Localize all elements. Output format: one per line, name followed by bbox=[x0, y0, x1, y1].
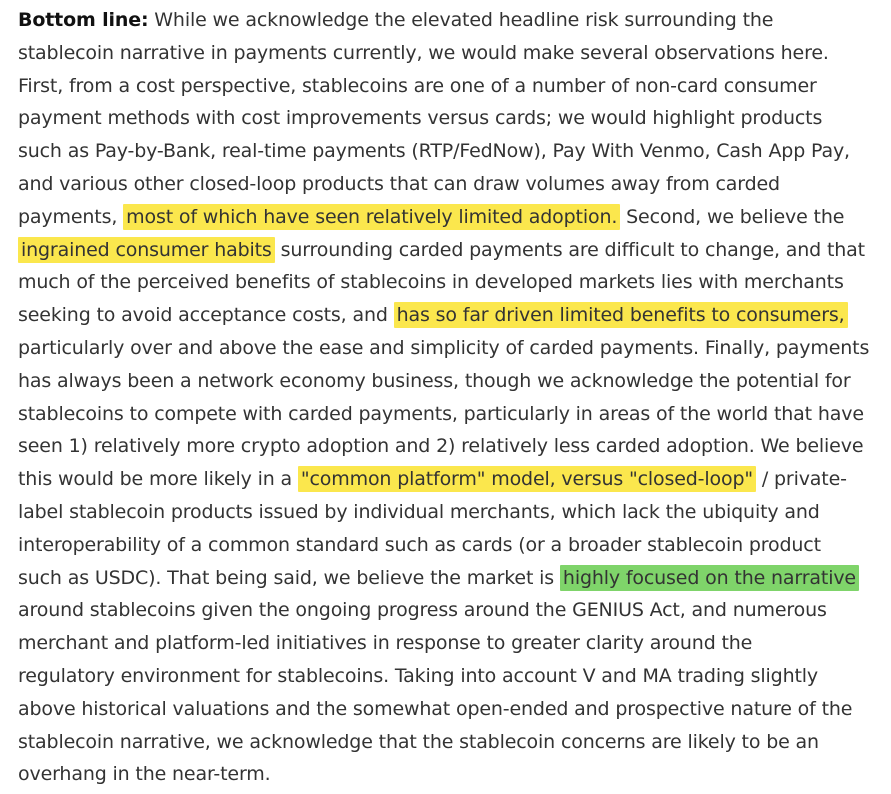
text-line: much of the perceived benefits of stablecoins in developed markets lies with merchants bbox=[18, 271, 844, 294]
text-line: has always been a network economy business, though we acknowledge the potential for bbox=[18, 369, 851, 392]
highlight-limited-adoption: most of which have seen relatively limited adoption. bbox=[123, 204, 620, 230]
text-line: payments, most of which have seen relatively limited adoption. Second, we believe the bbox=[18, 205, 845, 228]
text-line: ingrained consumer habits surrounding carded payments are difficult to change, and that bbox=[18, 234, 888, 267]
text-line: this would be more likely in a "common platform" model, versus "closed-loop" / private- bbox=[18, 468, 847, 491]
text-line: and various other closed-loop products that can draw volumes away from carded bbox=[18, 172, 780, 195]
highlight-consumer-habits: ingrained consumer habits bbox=[18, 237, 275, 263]
text-line: stablecoin narrative, we acknowledge that the stablecoin concerns are likely to be an bbox=[18, 730, 819, 753]
text-line: label stablecoin products issued by individual merchants, which lack the ubiquity and bbox=[18, 500, 820, 523]
text-line: such as Pay-by-Bank, real-time payments (RTP/FedNow), Pay With Venmo, Cash App Pay, bbox=[18, 140, 850, 163]
text-line: stablecoin narrative in payments currently, we would make several observations here. bbox=[18, 41, 829, 64]
text-line: Bottom line: While we acknowledge the elevated headline risk surrounding the bbox=[18, 9, 774, 31]
text-line: stablecoins to compete with carded payments, particularly in areas of the world that have bbox=[18, 402, 864, 425]
text-line: regulatory environment for stablecoins. Taking into account V and MA trading slightly bbox=[18, 664, 818, 687]
highlight-limited-benefits: has so far driven limited benefits to consumers, bbox=[394, 302, 848, 328]
text-line: particularly over and above the ease and simplicity of carded payments. Finally, payments bbox=[18, 336, 870, 359]
highlight-common-platform: "common platform" model, versus "closed-loop" bbox=[298, 466, 756, 492]
text-line: interoperability of a common standard such as cards (or a broader stablecoin product bbox=[18, 533, 821, 556]
text-line: First, from a cost perspective, stablecoins are one of a number of non-card consumer bbox=[18, 74, 817, 97]
text-line: payment methods with cost improvements versus cards; we would highlight products bbox=[18, 107, 823, 130]
text-line: such as USDC). That being said, we believe the market is highly focused on the narrative bbox=[18, 562, 888, 595]
highlight-focused-narrative: highly focused on the narrative bbox=[560, 565, 859, 591]
text-line: merchant and platform-led initiatives in response to greater clarity around the bbox=[18, 632, 753, 655]
text-line: above historical valuations and the somewhat open-ended and prospective nature of the bbox=[18, 697, 853, 720]
text-line: seeking to avoid acceptance costs, and has so far driven limited benefits to consumers, bbox=[18, 299, 888, 332]
bottom-line-label: Bottom line: bbox=[18, 9, 149, 31]
text-line: seen 1) relatively more crypto adoption and 2) relatively less carded adoption. We believe bbox=[18, 435, 864, 458]
text-line: around stablecoins given the ongoing progress around the GENIUS Act, and numerous bbox=[18, 599, 827, 622]
bottom-line-paragraph bbox=[18, 4, 888, 791]
text-line: overhang in the near-term. bbox=[18, 763, 271, 786]
